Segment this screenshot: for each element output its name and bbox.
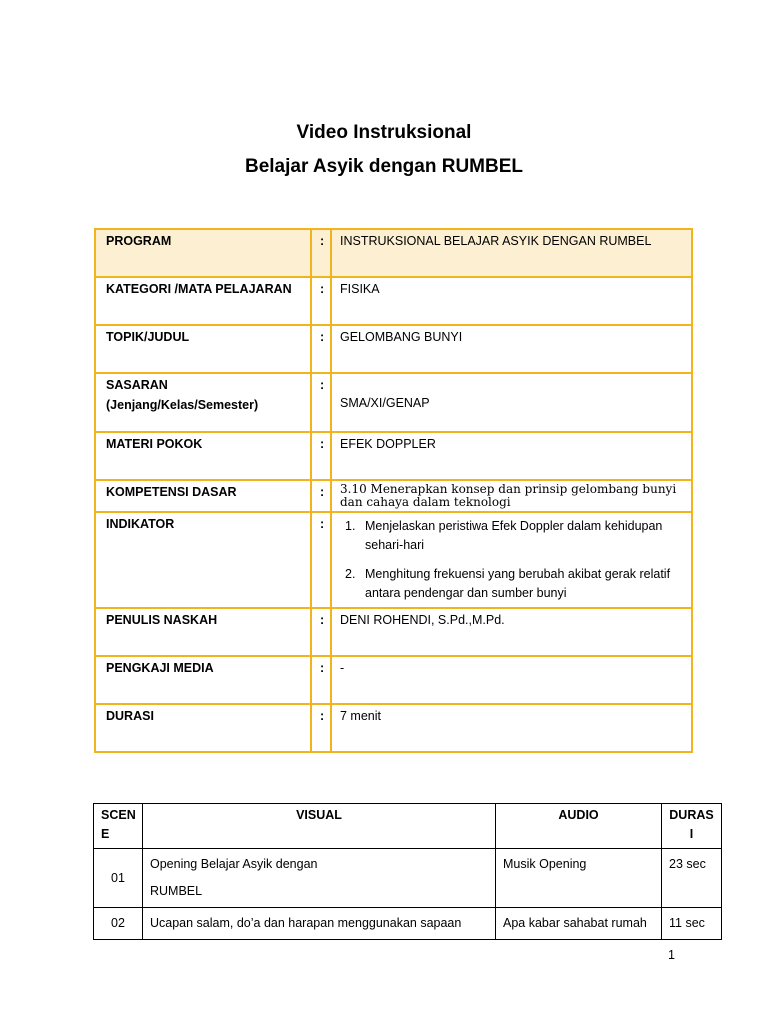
indicator-number: 1. bbox=[345, 519, 356, 533]
info-label: KOMPETENSI DASAR bbox=[95, 480, 311, 512]
info-value: FISIKA bbox=[331, 277, 692, 325]
info-colon: : bbox=[311, 608, 331, 656]
info-label: PROGRAM bbox=[95, 229, 311, 277]
info-colon: : bbox=[311, 373, 331, 432]
info-value: DENI ROHENDI, S.Pd.,M.Pd. bbox=[331, 608, 692, 656]
page-number: 1 bbox=[668, 948, 675, 962]
info-value: - bbox=[331, 656, 692, 704]
info-value: EFEK DOPPLER bbox=[331, 432, 692, 480]
info-label: TOPIK/JUDUL bbox=[95, 325, 311, 373]
indicator-list bbox=[340, 517, 683, 603]
document-subtitle: Belajar Asyik dengan RUMBEL bbox=[244, 156, 524, 177]
info-value: GELOMBANG BUNYI bbox=[331, 325, 692, 373]
info-row-indikator bbox=[95, 512, 692, 608]
info-colon: : bbox=[311, 704, 331, 752]
indicator-number: 2. bbox=[345, 567, 356, 581]
info-label: KATEGORI /MATA PELAJARAN bbox=[95, 277, 311, 325]
info-label: PENGKAJI MEDIA bbox=[95, 656, 311, 704]
scene-number: 01 bbox=[94, 849, 143, 908]
info-label bbox=[95, 373, 311, 432]
info-label: MATERI POKOK bbox=[95, 432, 311, 480]
info-row-pengkaji bbox=[95, 656, 692, 704]
indicator-text: Menghitung frekuensi yang berubah akibat gerak relatif antara pendengar dan sumber bunyi bbox=[365, 567, 671, 600]
info-value: 3.10 Menerapkan konsep dan prinsip gelombang bunyi dan cahaya dalam teknologi bbox=[331, 480, 692, 512]
info-value: 7 menit bbox=[331, 704, 692, 752]
scene-visual: Ucapan salam, do’a dan harapan menggunakan sapaan bbox=[143, 908, 496, 940]
info-colon: : bbox=[311, 277, 331, 325]
info-label-line: SASARAN bbox=[106, 378, 168, 392]
indicator-text: Menjelaskan peristiwa Efek Doppler dalam kehidupan sehari-hari bbox=[365, 519, 663, 552]
indicator-item bbox=[340, 565, 683, 603]
scene-audio: Apa kabar sahabat rumah bbox=[496, 908, 662, 940]
info-row-durasi bbox=[95, 704, 692, 752]
scene-duration: 11 sec bbox=[662, 908, 722, 940]
scene-visual bbox=[143, 849, 496, 908]
header-duration: DURAS I bbox=[662, 804, 722, 849]
document-title: Video Instruksional bbox=[296, 122, 472, 143]
info-colon: : bbox=[311, 229, 331, 277]
scene-number: 02 bbox=[94, 908, 143, 940]
scene-visual-line: Opening Belajar Asyik dengan bbox=[150, 857, 318, 871]
info-colon: : bbox=[311, 480, 331, 512]
header-visual: VISUAL bbox=[143, 804, 496, 849]
info-row-sasaran bbox=[95, 373, 692, 432]
info-colon: : bbox=[311, 656, 331, 704]
info-label: INDIKATOR bbox=[95, 512, 311, 608]
scene-header-row bbox=[94, 804, 722, 849]
header-scene: SCEN E bbox=[94, 804, 143, 849]
info-row-kompetensi bbox=[95, 480, 692, 512]
info-value bbox=[331, 512, 692, 608]
table-row bbox=[94, 908, 722, 940]
info-colon: : bbox=[311, 325, 331, 373]
info-colon: : bbox=[311, 432, 331, 480]
info-row-kategori bbox=[95, 277, 692, 325]
info-label-line: (Jenjang/Kelas/Semester) bbox=[106, 398, 259, 412]
info-row-topik bbox=[95, 325, 692, 373]
table-row bbox=[94, 849, 722, 908]
indicator-item bbox=[340, 517, 683, 555]
info-value: INSTRUKSIONAL BELAJAR ASYIK DENGAN RUMBEL bbox=[331, 229, 692, 277]
info-label: PENULIS NASKAH bbox=[95, 608, 311, 656]
info-row-penulis bbox=[95, 608, 692, 656]
info-colon: : bbox=[311, 512, 331, 608]
scene-duration: 23 sec bbox=[662, 849, 722, 908]
scene-audio: Musik Opening bbox=[496, 849, 662, 908]
info-label: DURASI bbox=[95, 704, 311, 752]
scene-table bbox=[93, 803, 722, 940]
info-row-program bbox=[95, 229, 692, 277]
header-audio: AUDIO bbox=[496, 804, 662, 849]
info-row-materi bbox=[95, 432, 692, 480]
info-value: SMA/XI/GENAP bbox=[331, 373, 692, 432]
program-info-table bbox=[94, 228, 693, 753]
scene-visual-line: RUMBEL bbox=[150, 884, 203, 898]
